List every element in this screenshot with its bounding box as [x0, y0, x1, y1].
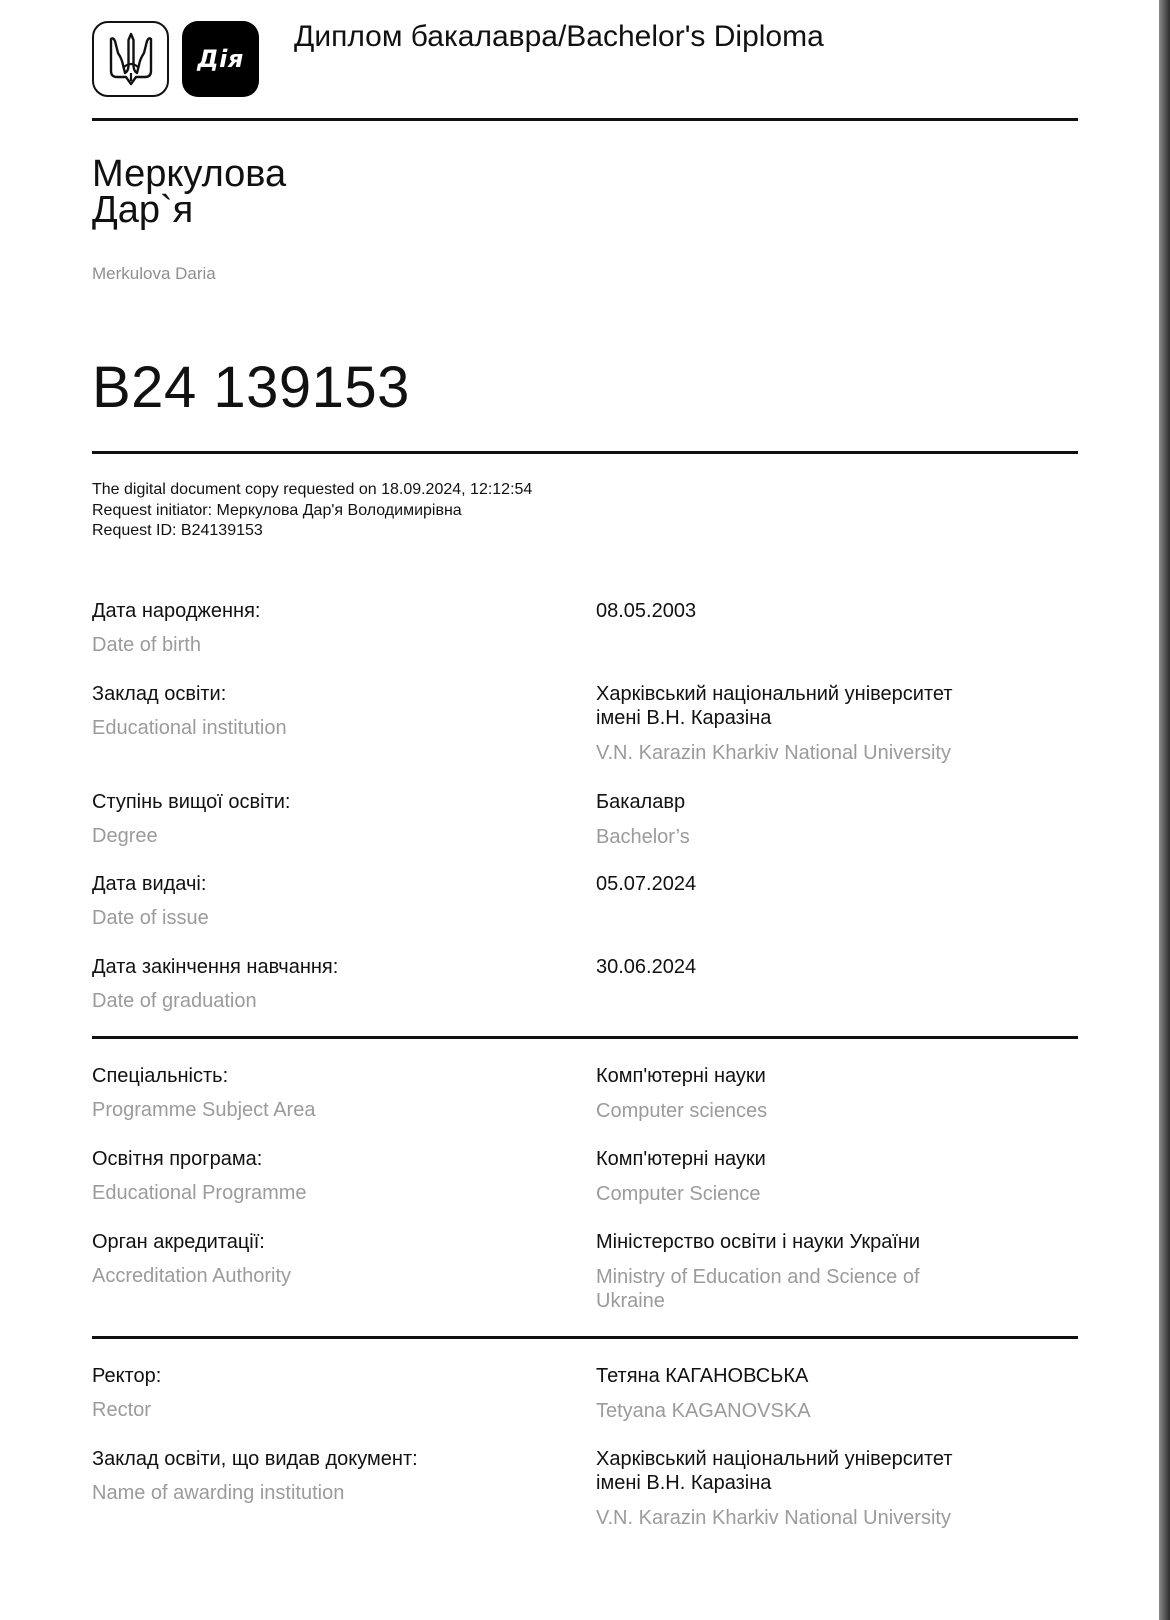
field-label-institution: Заклад освіти: Educational institution	[92, 683, 287, 739]
field-value-birth: 08.05.2003	[596, 600, 697, 622]
holder-given-name: Дар`я	[92, 189, 194, 231]
field-label-birth: Дата народження: Date of birth	[92, 600, 261, 656]
holder-name-uk	[92, 153, 692, 231]
holder-surname: Меркулова	[92, 153, 287, 195]
request-id: Request ID: B24139153	[92, 522, 263, 539]
field-label-issue: Дата видачі: Date of issue	[92, 873, 209, 929]
field-value-specialty: Комп'ютерні науки Computer sciences	[596, 1065, 768, 1122]
field-value-graduation: 30.06.2024	[596, 956, 697, 978]
divider	[92, 451, 1078, 454]
field-label-awarding: Заклад освіти, що видав документ: Name of awarding institution	[92, 1448, 418, 1504]
field-label-accreditation: Орган акредитації: Accreditation Authority	[92, 1231, 291, 1287]
ukraine-trident-icon	[109, 31, 153, 87]
field-value-rector: Тетяна КАГАНОВСЬКА Tetyana KAGANOVSKA	[596, 1365, 811, 1422]
field-label-graduation: Дата закінчення навчання: Date of graduation	[92, 956, 339, 1012]
field-value-awarding: Харківський національний університет імені В.Н. Каразіна V.N. Karazin Kharkiv National University	[596, 1448, 953, 1529]
request-info	[92, 480, 532, 542]
field-label-specialty: Спеціальність: Programme Subject Area	[92, 1065, 316, 1121]
diia-logo	[182, 21, 259, 97]
diia-logo-text: Дія	[197, 45, 244, 73]
request-initiator: Request initiator: Меркулова Дар'я Володимирівна	[92, 501, 462, 519]
divider	[92, 1336, 1078, 1339]
document-number: B24 139153	[92, 355, 410, 420]
field-value-degree: Бакалавр Bachelor’s	[596, 791, 690, 848]
divider	[92, 118, 1078, 121]
request-date: The digital document copy requested on 18.09.2024, 12:12:54	[92, 481, 533, 498]
document-title: Диплом бакалавра/Bachelor's Diploma	[294, 20, 824, 53]
field-value-issue: 05.07.2024	[596, 873, 697, 895]
field-value-programme: Комп'ютерні науки Computer Science	[596, 1148, 766, 1205]
field-value-institution: Харківський національний університет імені В.Н. Каразіна V.N. Karazin Kharkiv National University	[596, 683, 953, 764]
field-label-programme: Освітня програма: Educational Programme	[92, 1148, 307, 1204]
trident-logo	[92, 21, 169, 97]
divider	[92, 1036, 1078, 1039]
field-label-rector: Ректор: Rector	[92, 1365, 162, 1421]
viewer-edge	[1159, 0, 1170, 1620]
field-value-accreditation: Міністерство освіти і науки України Ministry of Education and Science of Ukraine	[596, 1231, 921, 1312]
field-label-degree: Ступінь вищої освіти: Degree	[92, 791, 291, 847]
holder-name-en: Merkulova Daria	[92, 264, 216, 283]
